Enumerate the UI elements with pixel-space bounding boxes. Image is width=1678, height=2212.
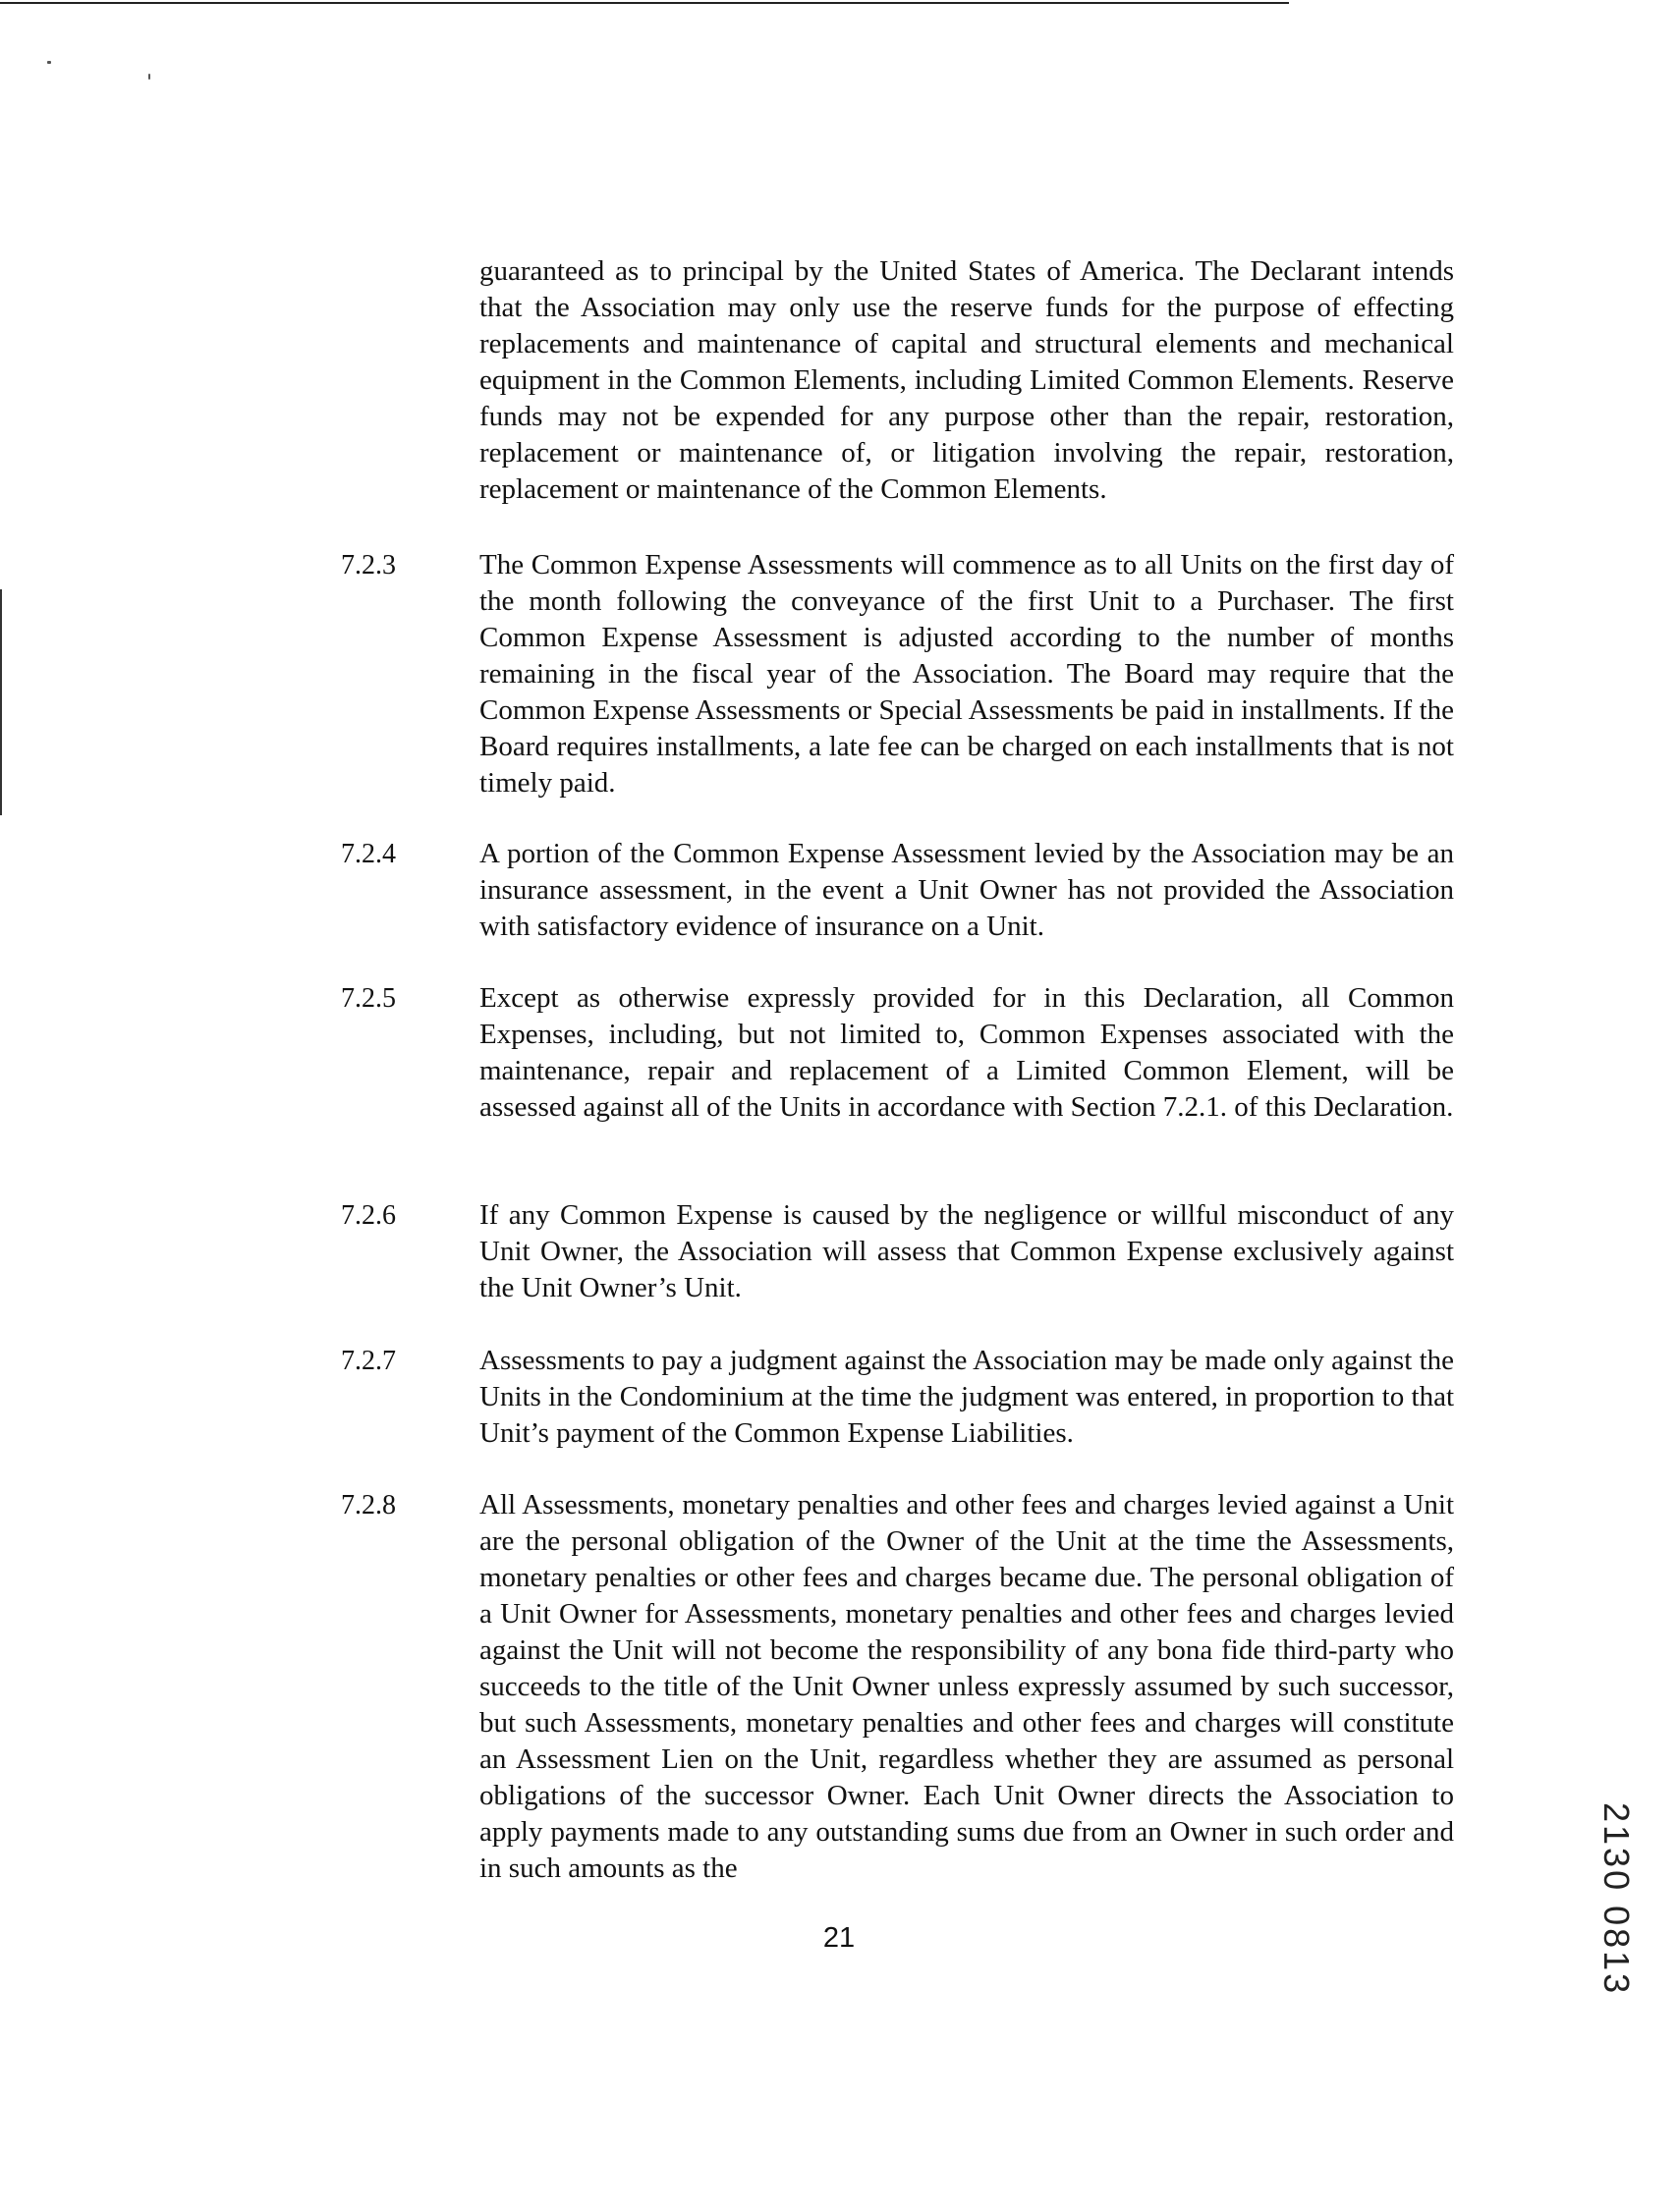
- section-number: 7.2.5: [341, 983, 396, 1014]
- section-text: Assessments to pay a judgment against the Association may be made only against the Units in the Condominium at the time the judgment was entered, in proportion to that Unit’s payment of the Common Expense Liabilities.: [479, 1345, 1454, 1449]
- section-text: A portion of the Common Expense Assessment levied by the Association may be an insurance assessment, in the event a Unit Owner has not provided the Association with satisfactory evidence of insurance on a Unit.: [479, 838, 1454, 942]
- section-number: 7.2.7: [341, 1346, 396, 1376]
- top-scan-rule: [0, 2, 1289, 4]
- section-text: Except as otherwise expressly provided for in this Declaration, all Common Expenses, including, but not limited to, Common Expenses associated with the maintenance, repair and replacement of a Limited Common Element, will be assessed against all of the Units in accordance with Section 7.2.1. of this Declaration.: [479, 982, 1454, 1123]
- page-number: 21: [822, 1922, 856, 1954]
- section-number: 7.2.3: [341, 550, 396, 581]
- continuation-paragraph: guaranteed as to principal by the United States of America. The Declarant intends that the Association may only use the reserve funds for the purpose of effecting replacements and maintenance of capital and structural elements and mechanical equipment in the Common Elements, including Limited Common Elements. Reserve funds may not be expended for any purpose other than the repair, restoration, replacement or maintenance of, or litigation involving the repair, restoration, replacement or maintenance of the Common Elements.: [479, 255, 1454, 505]
- section-text: All Assessments, monetary penalties and other fees and charges levied against a Unit are the personal obligation of the Owner of the Unit at the time the Assessments, monetary penalties or other fees and charges became due. The personal obligation of a Unit Owner for Assessments, monetary penalties and other fees and charges levied against the Unit will not become the responsibility of any bona fide third-party who succeeds to the title of the Unit Owner unless expressly assumed by such successor, but such Assessments, monetary penalties and other fees and charges will constitute an Assessment Lien on the Unit, regardless whether they are assumed as personal obligations of the successor Owner. Each Unit Owner directs the Association to apply payments made to any outstanding sums due from an Owner in such order and in such amounts as the: [479, 1489, 1454, 1884]
- left-scan-rule: [0, 589, 2, 815]
- section-number: 7.2.6: [341, 1200, 396, 1231]
- section-text: If any Common Expense is caused by the negligence or willful misconduct of any Unit Owner, the Association will assess that Common Expense exclusively against the Unit Owner’s Unit.: [479, 1199, 1454, 1303]
- scan-speck: [148, 74, 150, 80]
- section-number: 7.2.8: [341, 1490, 396, 1521]
- section-text: The Common Expense Assessments will commence as to all Units on the first day of the month following the conveyance of the first Unit to a Purchaser. The first Common Expense Assessment is adjusted according to the number of months remaining in the fiscal year of the Association. The Board may require that the Common Expense Assessments or Special Assessments be paid in installments. If the Board requires installments, a late fee can be charged on each installments that is not timely paid.: [479, 549, 1454, 799]
- document-stamp-text: 2130 0813: [1596, 1802, 1637, 1997]
- section-number: 7.2.4: [341, 839, 396, 869]
- scan-speck: [47, 61, 51, 64]
